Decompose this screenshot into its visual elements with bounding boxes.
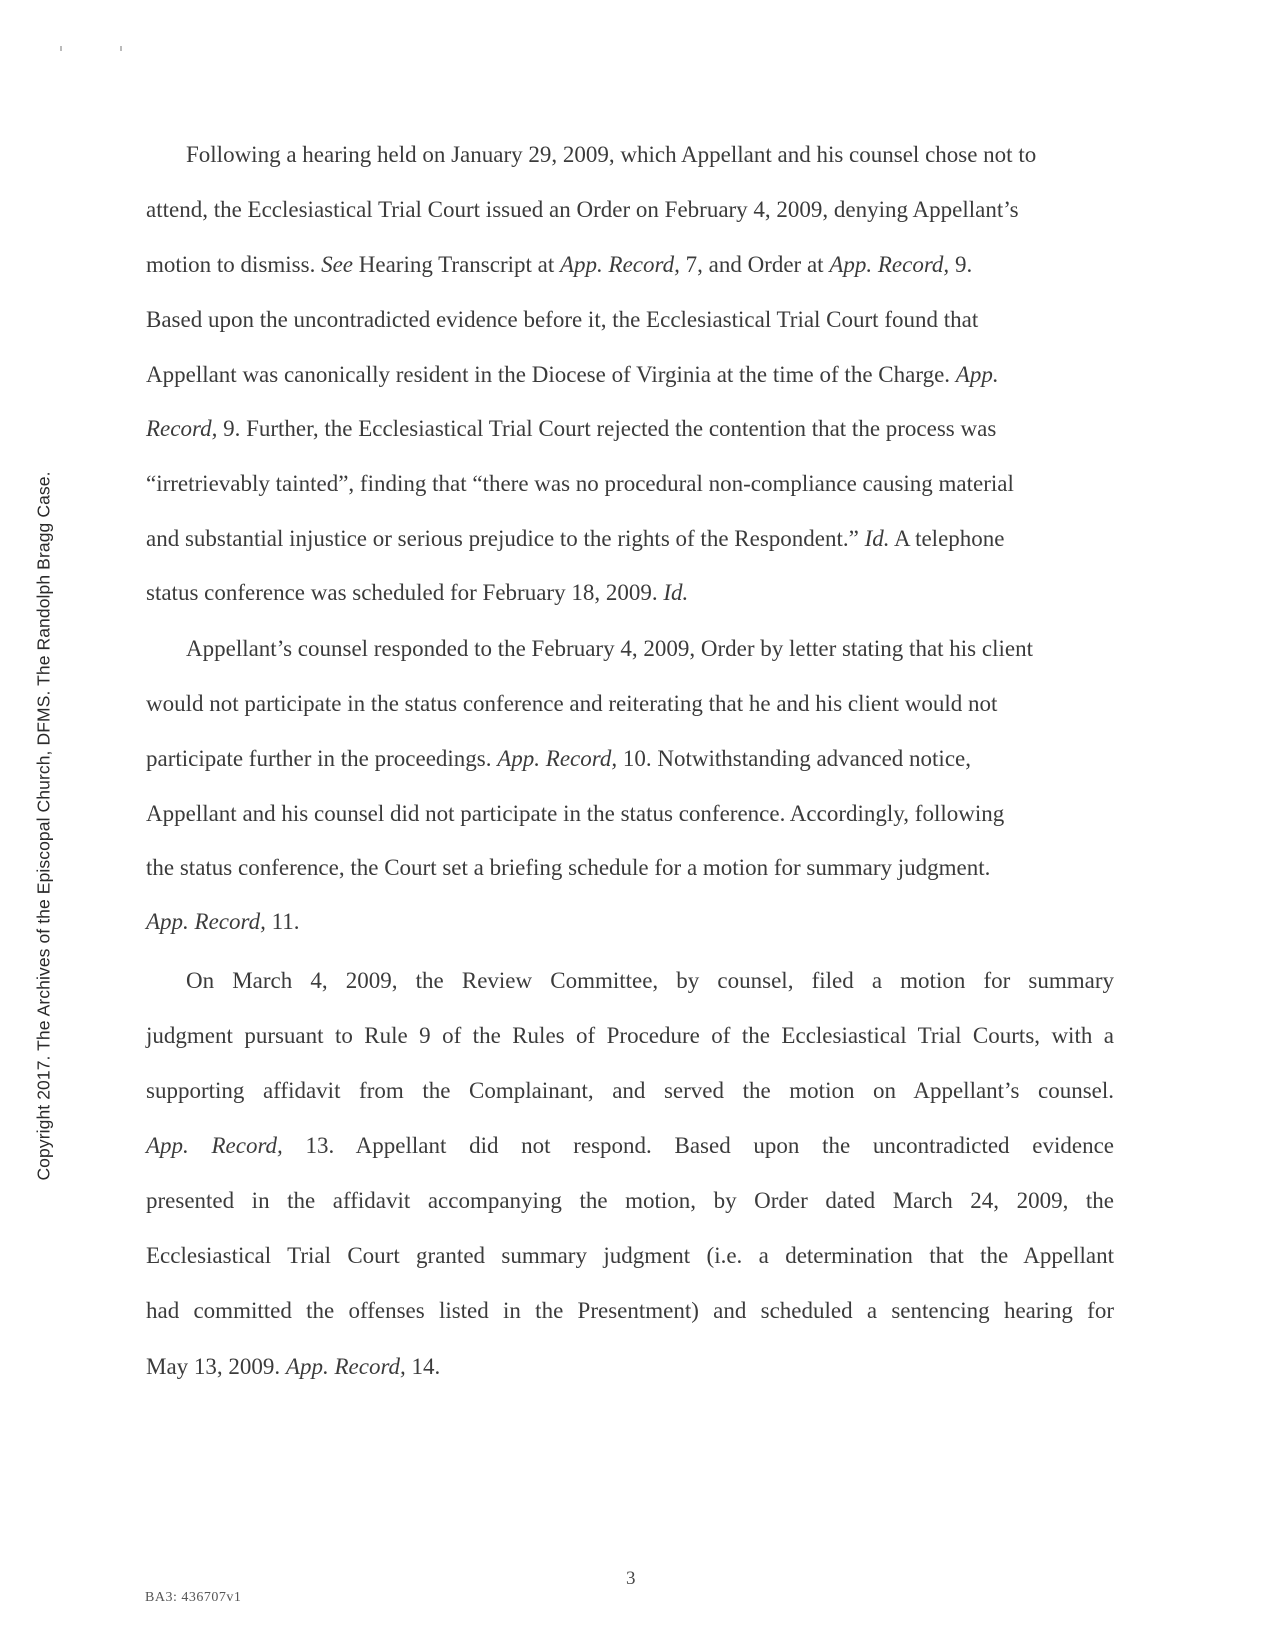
text-line: and substantial injustice or serious prejudice to the rights of the Respondent.” Id. A telephone <box>146 526 1005 551</box>
document-id: BA3: 436707v1 <box>145 1590 242 1605</box>
copyright-notice: Copyright 2017. The Archives of the Episcopal Church, DFMS. The Randolph Bragg Case. <box>33 471 54 1181</box>
text-line: Record, 9. Further, the Ecclesiastical Trial Court rejected the contention that the process was <box>146 416 997 441</box>
citation-italic: Id. <box>864 526 890 551</box>
text-line: May 13, 2009. App. Record, 14. <box>146 1354 441 1379</box>
citation-italic: App. <box>955 362 999 387</box>
text-line: judgment pursuant to Rule 9 of the Rules of Procedure of the Ecclesiastical Trial Courts, with a <box>146 1023 1114 1048</box>
citation-italic: Id. <box>663 580 689 605</box>
citation-italic: See <box>321 252 354 277</box>
text-line: the status conference, the Court set a briefing schedule for a motion for summary judgment. <box>146 855 991 880</box>
text-line: App. Record, 13. Appellant did not respond. Based upon the uncontradicted evidence <box>146 1133 1114 1158</box>
text-line: status conference was scheduled for February 18, 2009. Id. <box>146 580 689 605</box>
text-line: supporting affidavit from the Complainant, and served the motion on Appellant’s counsel. <box>146 1078 1114 1103</box>
text-line: Based upon the uncontradicted evidence before it, the Ecclesiastical Trial Court found that <box>146 307 979 332</box>
text-line: Appellant was canonically resident in the Diocese of Virginia at the time of the Charge. App. <box>146 362 999 387</box>
text-line: “irretrievably tainted”, finding that “there was no procedural non-compliance causing material <box>146 471 1014 496</box>
text-line: presented in the affidavit accompanying the motion, by Order dated March 24, 2009, the <box>146 1188 1114 1213</box>
text-line: motion to dismiss. See Hearing Transcript at App. Record, 7, and Order at App. Record, 9. <box>146 252 973 277</box>
page-number: 3 <box>626 1568 636 1589</box>
citation-italic: App. Record, <box>146 909 266 934</box>
citation-italic: Record, <box>146 416 218 441</box>
text-line: would not participate in the status conference and reiterating that he and his client would not <box>146 691 998 716</box>
text-line: Appellant’s counsel responded to the February 4, 2009, Order by letter stating that his client <box>186 636 1033 661</box>
citation-italic: App. Record, <box>497 746 618 771</box>
text-line: App. Record, 11. <box>146 909 300 934</box>
citation-italic: App. Record, <box>285 1354 406 1379</box>
scan-speck <box>60 46 62 51</box>
text-line: attend, the Ecclesiastical Trial Court issued an Order on February 4, 2009, denying Appellant’s <box>146 197 1019 222</box>
text-line: Ecclesiastical Trial Court granted summary judgment (i.e. a determination that the Appellant <box>146 1243 1114 1268</box>
scan-speck <box>120 46 122 51</box>
text-line: had committed the offenses listed in the Presentment) and scheduled a sentencing hearing for <box>146 1298 1114 1323</box>
citation-italic: App. Record, <box>559 252 680 277</box>
citation-italic: App. Record, <box>829 252 950 277</box>
text-line: Following a hearing held on January 29, 2009, which Appellant and his counsel chose not to <box>186 142 1037 167</box>
text-line: participate further in the proceedings. App. Record, 10. Notwithstanding advanced notice, <box>146 746 971 771</box>
citation-italic: App. Record, <box>146 1133 283 1158</box>
text-line: Appellant and his counsel did not participate in the status conference. Accordingly, following <box>146 801 1005 826</box>
text-line: On March 4, 2009, the Review Committee, by counsel, filed a motion for summary <box>186 968 1114 993</box>
